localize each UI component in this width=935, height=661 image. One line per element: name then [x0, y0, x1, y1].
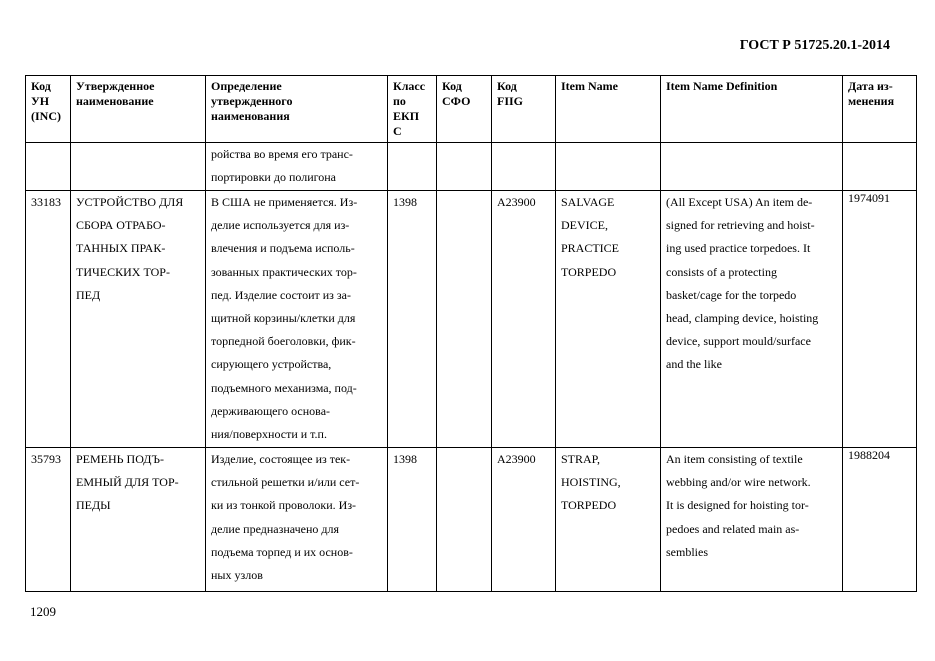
text-line: DEVICE,	[561, 218, 608, 233]
header-sfo	[437, 76, 492, 143]
text-line: подъема торпед и их основ-	[211, 544, 353, 559]
header-line: (INC)	[31, 109, 61, 123]
text-line: ПЕД	[76, 287, 101, 302]
header-line: Класс	[393, 79, 426, 93]
text-line: consists of a protecting	[666, 264, 777, 279]
table-row	[26, 191, 917, 448]
header-approved-name	[71, 76, 206, 143]
continuation-definition	[206, 143, 387, 189]
text-line: STRAP,	[561, 452, 601, 466]
row-inc: 33183	[31, 195, 61, 209]
text-line: signed for retrieving and hoist-	[666, 218, 815, 233]
text-line: УСТРОЙСТВО ДЛЯ	[76, 195, 184, 209]
header-line: Код	[497, 79, 517, 93]
text-line: делие используется для из-	[211, 218, 350, 233]
text-line: торпедной боеголовки, фик-	[211, 334, 356, 349]
page-number: 1209	[30, 604, 56, 619]
header-line: СФО	[442, 94, 471, 108]
row-class: 1398	[393, 452, 417, 466]
text-line: пед. Изделие состоит из за-	[211, 287, 351, 302]
text-line: It is designed for hoisting tor-	[666, 498, 809, 513]
text-line: head, clamping device, hoisting	[666, 311, 819, 326]
header-line: Определение	[211, 79, 282, 93]
row-inc: 35793	[31, 452, 61, 466]
header-line: С	[393, 124, 402, 138]
text-line: ния/поверхности и т.п.	[211, 427, 327, 442]
text-line: зованных практических тор-	[211, 264, 357, 279]
text-line: ных узлов	[211, 568, 263, 583]
text-line: держивающего основа-	[211, 403, 331, 418]
text-line: pedoes and related main as-	[666, 521, 800, 536]
text-line: basket/cage for the torpedo	[666, 287, 797, 302]
row-definition	[206, 448, 387, 587]
text-line: В США не применяется. Из-	[211, 195, 358, 209]
text-line: делие предназначено для	[211, 521, 340, 536]
header-line: утвержденного	[211, 94, 293, 108]
text-line: РЕМЕНЬ ПОДЪ-	[76, 452, 164, 466]
row-change-date: 1974091	[848, 191, 890, 205]
header-line: FIIG	[497, 94, 524, 108]
text-line: влечения и подъема исполь-	[211, 241, 355, 256]
text-line: Изделие, состоящее из тек-	[211, 452, 351, 466]
text-line: ройства во время его транс-	[211, 147, 353, 161]
row-item-definition	[661, 448, 842, 564]
text-line: портировки до полигона	[211, 170, 336, 185]
text-line: SALVAGE	[561, 195, 615, 209]
text-line: An item consisting of textile	[666, 452, 803, 466]
header-line: по	[393, 94, 406, 108]
row-item-name	[556, 448, 660, 518]
row-fiig: A23900	[497, 195, 536, 209]
text-line: СБОРА ОТРАБО-	[76, 218, 166, 233]
text-line: TORPEDO	[561, 264, 617, 279]
document-code: ГОСТ Р 51725.20.1-2014	[739, 38, 890, 53]
header-fiig	[492, 76, 556, 143]
text-line: and the like	[666, 357, 722, 372]
header-class	[388, 76, 437, 143]
row-approved-name	[71, 448, 205, 518]
table-row	[26, 448, 917, 592]
table-header-row	[26, 76, 917, 143]
row-definition	[206, 191, 387, 446]
header-line: УН	[31, 94, 50, 108]
header-line: наименование	[76, 94, 154, 108]
header-line: ЕКП	[393, 109, 420, 123]
header-line: Код	[31, 79, 51, 93]
text-line: стильной решетки и/или сет-	[211, 475, 360, 490]
header-line: менения	[848, 94, 895, 108]
text-line: ПЕДЫ	[76, 498, 111, 513]
text-line: device, support mould/surface	[666, 334, 811, 349]
header-line: Item Name Definition	[666, 79, 778, 93]
header-line: Item Name	[561, 79, 618, 93]
row-class: 1398	[393, 195, 417, 209]
text-line: ТИЧЕСКИХ ТОР-	[76, 264, 170, 279]
row-fiig: A23900	[497, 452, 536, 466]
header-definition	[206, 76, 388, 143]
text-line: ing used practice torpedoes. It	[666, 241, 811, 256]
text-line: (All Except USA) An item de-	[666, 195, 813, 209]
text-line: сирующего устройства,	[211, 357, 332, 372]
header-line: Дата из-	[848, 79, 893, 93]
row-item-definition	[661, 191, 842, 377]
header-inc	[26, 76, 71, 143]
text-line: ки из тонкой проволоки. Из-	[211, 498, 357, 513]
text-line: semblies	[666, 544, 708, 559]
header-line: наименования	[211, 109, 290, 123]
text-line: HOISTING,	[561, 475, 621, 490]
header-item-name	[556, 76, 661, 143]
header-item-name-definition	[661, 76, 843, 143]
row-item-name	[556, 191, 660, 284]
text-line: ТАННЫХ ПРАК-	[76, 241, 166, 256]
text-line: подъемного механизма, под-	[211, 380, 357, 395]
header-change-date	[843, 76, 917, 143]
text-line: webbing and/or wire network.	[666, 475, 811, 490]
row-approved-name	[71, 191, 205, 307]
header-line: Утвержденное	[76, 79, 155, 93]
text-line: TORPEDO	[561, 498, 617, 513]
header-line: Код	[442, 79, 462, 93]
text-line: PRACTICE	[561, 241, 620, 256]
text-line: щитной корзины/клетки для	[211, 311, 356, 326]
text-line: ЕМНЫЙ ДЛЯ ТОР-	[76, 475, 179, 490]
continuation-row	[26, 143, 917, 191]
row-change-date: 1988204	[848, 448, 890, 462]
classification-table	[25, 75, 917, 592]
